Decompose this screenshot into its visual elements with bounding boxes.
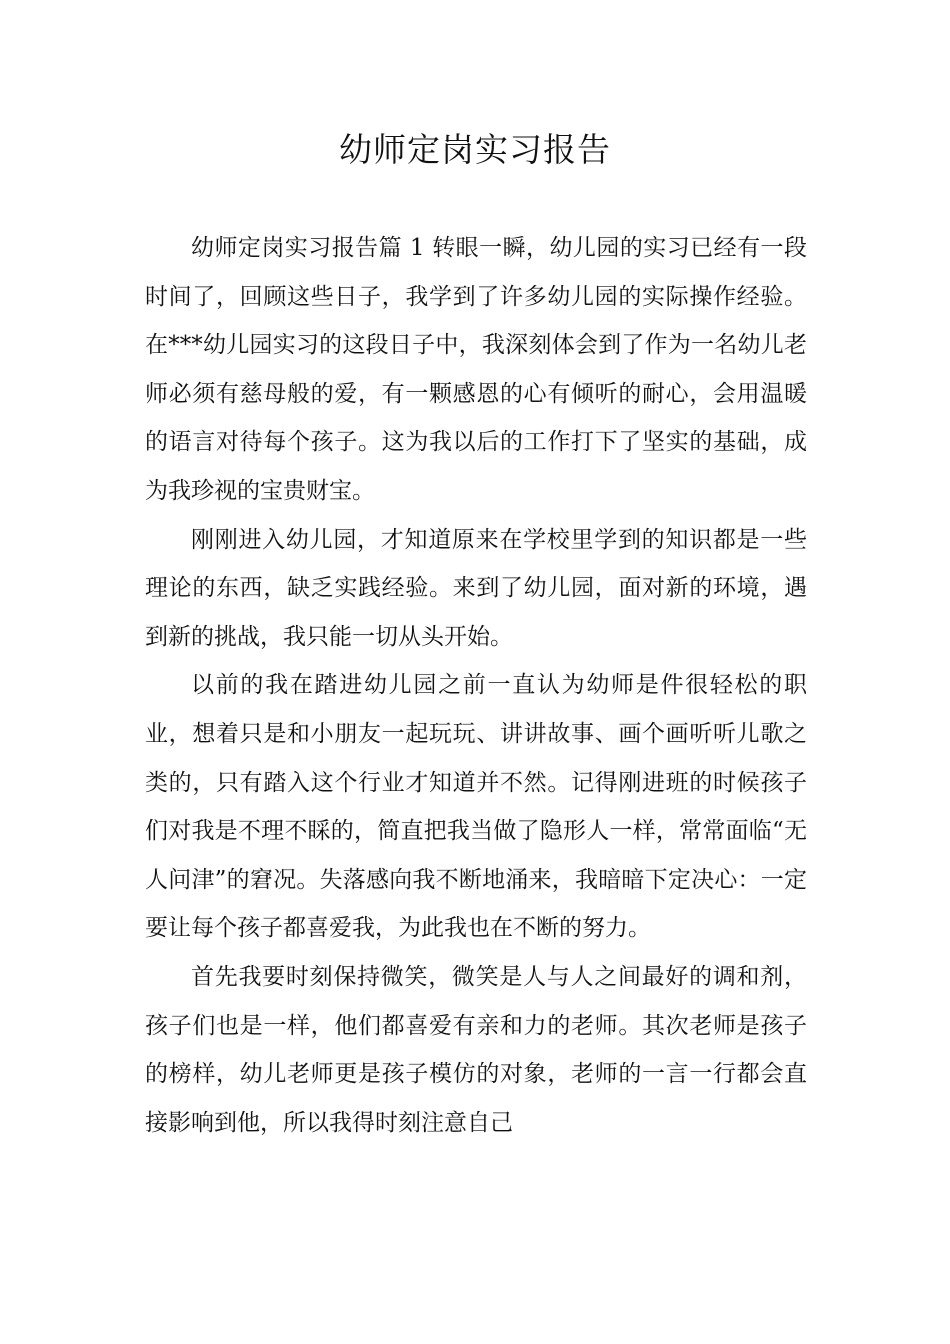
paragraph-2: 刚刚进入幼儿园，才知道原来在学校里学到的知识都是一些理论的东西，缺乏实践经验。来到了幼儿园，面对新的环境，遇到新的挑战，我只能一切从头开始。 (145, 526, 807, 650)
paragraph-1: 幼师定岗实习报告篇 1 转眼一瞬，幼儿园的实习已经有一段时间了，回顾这些日子，我学到了许多幼儿园的实际操作经验。在***幼儿园实习的这段日子中，我深刻体会到了作为一名幼儿老师必须有慈母般的爱，有一颗感恩的心有倾听的耐心，会用温暖的语言对待每个孩子。这为我以后的工作打下了坚实的基础，成为我珍视的宝贵财宝。 (145, 235, 807, 504)
paragraph-3: 以前的我在踏进幼儿园之前一直认为幼师是件很轻松的职业，想着只是和小朋友一起玩玩、讲讲故事、画个画听听儿歌之类的，只有踏入这个行业才知道并不然。记得刚进班的时候孩子们对我是不理不睬的，简直把我当做了隐形人一样，常常面临“无人问津”的窘况。失落感向我不断地涌来，我暗暗下定决心：一定要让每个孩子都喜爱我，为此我也在不断的努力。 (145, 672, 807, 942)
paragraph-4: 首先我要时刻保持微笑，微笑是人与人之间最好的调和剂，孩子们也是一样，他们都喜爱有亲和力的老师。其次老师是孩子的榜样，幼儿老师更是孩子模仿的对象，老师的一言一行都会直接影响到他，所以我得时刻注意自己 (145, 963, 807, 1136)
document-title: 幼师定岗实习报告 (339, 130, 611, 169)
document-body (145, 224, 807, 1147)
